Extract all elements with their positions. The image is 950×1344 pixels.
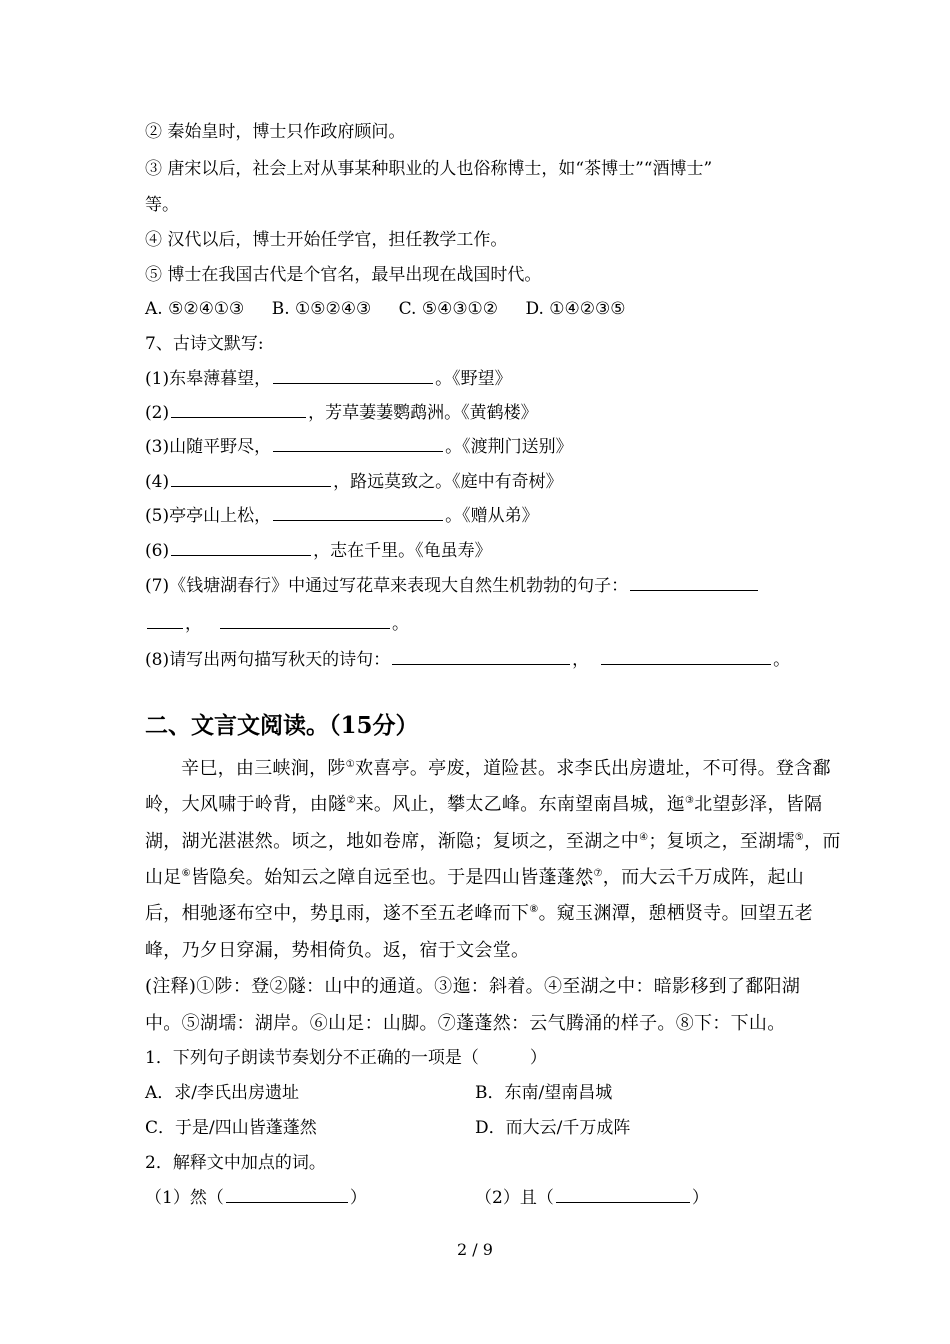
- question-1: 1．下列句子朗读节奏划分不正确的一项是（ ）: [145, 1048, 547, 1068]
- option-c: C．于是/四山皆蓬蓬然: [145, 1118, 317, 1138]
- answer-blank[interactable]: [273, 504, 443, 521]
- option-c: C. ⑤④③①②: [398, 299, 499, 319]
- option-b: B．东南/望南昌城: [475, 1083, 613, 1103]
- answer-blank[interactable]: [147, 612, 183, 629]
- answer-blank[interactable]: [171, 401, 306, 418]
- option-d: D. ①④②③⑤: [525, 299, 626, 319]
- passage-line: 辛巳，由三峡涧，陟①欢喜亭。亭废，道险甚。求李氏出房遗址，不可得。登含鄱: [181, 758, 831, 779]
- order-item: ④ 汉代以后，博士开始任学官，担任教学工作。: [145, 230, 508, 250]
- order-item: ② 秦始皇时，博士只作政府顾问。: [145, 122, 406, 142]
- q7-item-6: (6) ，志在千里。《龟虽寿》: [145, 541, 492, 561]
- page-number: 2 / 9: [457, 1240, 493, 1259]
- order-options: [145, 292, 815, 326]
- answer-blank[interactable]: [226, 1186, 348, 1203]
- passage-line: 后，相驰逐布空中，势且雨，遂不至五老峰而下⑧。窥玉渊潭，憩栖贤寺。回望五老: [145, 903, 814, 924]
- notes-line: (注释)①陟：登②隧：山中的通道。③迤：斜着。④至湖之中：暗影移到了鄱阳湖: [145, 976, 801, 997]
- q7-item-2: (2) ，芳草萋萋鹦鹉洲。《黄鹤楼》: [145, 403, 538, 423]
- answer-blank[interactable]: [273, 367, 433, 384]
- answer-blank[interactable]: [601, 648, 771, 665]
- section-heading: 二、文言文阅读。（15分）: [145, 712, 419, 739]
- dotted-word: 且: [328, 903, 347, 924]
- order-item: 等。: [145, 195, 179, 215]
- q7-item-5: (5)亭亭山上松， 。《赠从弟》: [145, 506, 539, 526]
- q2-items: [145, 1181, 815, 1215]
- q7-item-3: (3)山随平野尽， 。《渡荆门送别》: [145, 437, 573, 457]
- answer-blank[interactable]: [171, 539, 311, 556]
- answer-blank[interactable]: [220, 612, 390, 629]
- q1-options-row-2: [145, 1111, 815, 1145]
- answer-blank[interactable]: [171, 470, 331, 487]
- order-item: ⑤ 博士在我国古代是个官名，最早出现在战国时代。: [145, 265, 542, 285]
- answer-blank[interactable]: [273, 435, 443, 452]
- q2-item-1: （1）然（ ）: [145, 1188, 367, 1208]
- answer-blank[interactable]: [630, 574, 758, 591]
- passage-line: 岭，大风啸于岭背，由隧②来。风止，攀太乙峰。东南望南昌城，迤③北望彭泽，皆隔: [145, 794, 823, 815]
- dotted-word: 然: [575, 867, 594, 888]
- answer-blank[interactable]: [556, 1186, 690, 1203]
- q7-item-4: (4) ，路远莫致之。《庭中有奇树》: [145, 472, 563, 492]
- passage-line: 山足⑥皆隐矣。始知云之障自远至也。于是四山皆蓬蓬然⑦，而大云千万成阵，起山: [145, 867, 805, 888]
- q7-item-8: (8)请写出两句描写秋天的诗句： ， 。: [145, 650, 791, 670]
- option-d: D．而大云/千万成阵: [475, 1118, 631, 1138]
- q7-item-7: (7)《钱塘湖春行》中通过写花草来表现大自然生机勃勃的句子：: [145, 569, 815, 603]
- passage-line: 峰，乃夕日穿漏，势相倚负。返，宿于文会堂。: [145, 940, 530, 961]
- q7-title: 7、古诗文默写:: [145, 334, 264, 354]
- notes-line: 中。⑤湖壖：湖岸。⑥山足：山脚。⑦蓬蓬然：云气腾涌的样子。⑧下：下山。: [145, 1013, 786, 1034]
- option-a: A．求/李氏出房遗址: [145, 1083, 300, 1103]
- answer-blank[interactable]: [392, 648, 570, 665]
- q7-item-7-cont: ， 。: [145, 607, 815, 641]
- option-a: A. ⑤②④①③: [145, 299, 245, 319]
- q2-item-2: （2）且（ ）: [475, 1188, 709, 1208]
- option-b: B. ①⑤②④③: [271, 299, 372, 319]
- q1-options-row-1: [145, 1076, 815, 1110]
- question-2: 2．解释文中加点的词。: [145, 1153, 326, 1173]
- passage-line: 湖，湖光湛湛然。顷之，地如卷席，渐隐；复顷之，至湖之中④；复顷之，至湖壖⑤，而: [145, 831, 841, 852]
- q7-item-1: (1)东皋薄暮望， 。《野望》: [145, 369, 512, 389]
- order-item: ③ 唐宋以后，社会上对从事某种职业的人也俗称博士，如“茶博士”“酒博士”: [145, 159, 713, 179]
